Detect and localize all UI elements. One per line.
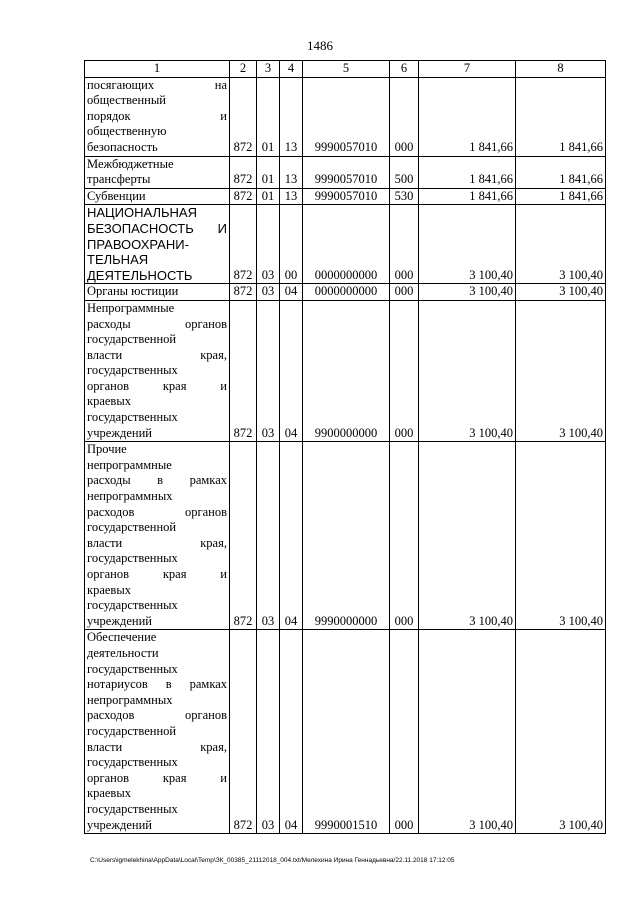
row-name [85, 156, 230, 188]
section-code: 03 [257, 205, 280, 284]
row-name-line: государственной [87, 520, 177, 535]
row-name-line: общественную [87, 124, 167, 139]
ministry-code: 872 [230, 156, 257, 188]
row-name-line: государственных [87, 410, 178, 425]
amount-col-8: 3 100,40 [516, 630, 606, 834]
ministry-code: 872 [230, 205, 257, 284]
header-col-2: 2 [230, 61, 257, 78]
row-name-line: учреждений [87, 817, 152, 832]
expense-type-code: 000 [390, 284, 419, 301]
amount-col-7: 3 100,40 [419, 205, 516, 284]
row-name-line: расходы органов [87, 316, 227, 331]
row-name-line: краевых [87, 786, 131, 801]
row-name-line: Обеспечение [87, 630, 157, 645]
header-col-8: 8 [516, 61, 606, 78]
section-code: 03 [257, 300, 280, 441]
header-col-1: 1 [85, 61, 230, 78]
amount-col-8: 3 100,40 [516, 442, 606, 630]
row-name-line: Непрограммные [87, 300, 175, 315]
section-code: 01 [257, 156, 280, 188]
row-name-line: НАЦИОНАЛЬНАЯ [87, 205, 197, 221]
amount-col-7: 1 841,66 [419, 188, 516, 205]
row-name-line: деятельности [87, 645, 159, 660]
amount-col-7: 3 100,40 [419, 300, 516, 441]
row-name [85, 442, 230, 630]
row-name-line: Органы юстиции [87, 284, 179, 299]
row-name-line: государственных [87, 661, 178, 676]
row-name [85, 188, 230, 205]
row-name-line: нотариусов в рамках [87, 677, 227, 692]
target-article-code: 9990000000 [303, 442, 390, 630]
row-name-line: органов края и [87, 770, 227, 785]
row-name-line: ТЕЛЬНАЯ [87, 252, 149, 268]
expense-type-code: 530 [390, 188, 419, 205]
ministry-code: 872 [230, 77, 257, 156]
row-name [85, 205, 230, 284]
row-name [85, 300, 230, 441]
ministry-code: 872 [230, 300, 257, 441]
table-row [85, 300, 606, 441]
table-row [85, 442, 606, 630]
target-article-code: 9990057010 [303, 156, 390, 188]
page-number: 1486 [307, 38, 333, 53]
row-name-line: власти края, [87, 739, 227, 754]
table-row [85, 284, 606, 301]
row-name-line: ПРАВООХРАНИ- [87, 236, 189, 252]
header-col-7: 7 [419, 61, 516, 78]
expense-type-code: 000 [390, 442, 419, 630]
amount-col-8: 1 841,66 [516, 77, 606, 156]
row-name-line: безопасность [87, 139, 158, 154]
expense-type-code: 000 [390, 205, 419, 284]
target-article-code: 0000000000 [303, 284, 390, 301]
row-name-line: органов края и [87, 378, 227, 393]
table-row [85, 77, 606, 156]
row-name-line: государственной [87, 332, 177, 347]
section-code: 03 [257, 284, 280, 301]
expense-type-code: 000 [390, 630, 419, 834]
subsection-code: 13 [280, 156, 303, 188]
amount-col-8: 3 100,40 [516, 300, 606, 441]
row-name-line: посягающих на [87, 77, 227, 92]
row-name-line: БЕЗОПАСНОСТЬ И [87, 220, 227, 236]
row-name-line: государственных [87, 551, 178, 566]
subsection-code: 04 [280, 284, 303, 301]
row-name-line: порядок и [87, 108, 227, 123]
row-name-line: непрограммных [87, 489, 173, 504]
row-name-line: органов края и [87, 567, 227, 581]
row-name-line: трансферты [87, 172, 151, 187]
section-code: 01 [257, 77, 280, 156]
section-code: 01 [257, 188, 280, 205]
row-name-line: расходов органов [87, 504, 227, 519]
row-name-line: государственных [87, 801, 178, 816]
expense-type-code: 000 [390, 300, 419, 441]
row-name-line: расходы в рамках [87, 473, 227, 488]
target-article-code: 9990057010 [303, 77, 390, 156]
expense-type-code: 500 [390, 156, 419, 188]
section-code: 03 [257, 630, 280, 834]
row-name-line: общественный [87, 93, 166, 108]
section-code: 03 [257, 442, 280, 630]
row-name-line: краевых [87, 394, 131, 409]
row-name-line: учреждений [87, 613, 152, 628]
row-name-line: государственных [87, 755, 178, 770]
row-name [85, 284, 230, 301]
row-name-line: государственных [87, 598, 178, 613]
table-row [85, 205, 606, 284]
ministry-code: 872 [230, 630, 257, 834]
row-name-line: непрограммных [87, 692, 173, 707]
file-path-footer: C:\Users\igmelekhina\AppData\Local\Temp\ЗК_00385_21112018_004.txt/Мелехина Ирина Геннадьевна/22.11.2018 17:12:05 [90, 857, 455, 864]
subsection-code: 04 [280, 442, 303, 630]
header-col-5: 5 [303, 61, 390, 78]
target-article-code: 9990001510 [303, 630, 390, 834]
target-article-code: 9990057010 [303, 188, 390, 205]
subsection-code: 04 [280, 630, 303, 834]
amount-col-7: 1 841,66 [419, 156, 516, 188]
subsection-code: 04 [280, 300, 303, 441]
row-name-line: Субвенции [87, 188, 146, 203]
row-name [85, 77, 230, 156]
subsection-code: 13 [280, 188, 303, 205]
target-article-code: 0000000000 [303, 205, 390, 284]
ministry-code: 872 [230, 442, 257, 630]
subsection-code: 13 [280, 77, 303, 156]
row-name-line: ДЕЯТЕЛЬНОСТЬ [87, 267, 193, 283]
header-col-3: 3 [257, 61, 280, 78]
row-name-line: власти края, [87, 347, 227, 362]
amount-col-7: 1 841,66 [419, 77, 516, 156]
row-name-line: расходов органов [87, 708, 227, 723]
amount-col-7: 3 100,40 [419, 630, 516, 834]
amount-col-8: 1 841,66 [516, 188, 606, 205]
table-body [85, 77, 606, 834]
ministry-code: 872 [230, 284, 257, 301]
target-article-code: 9900000000 [303, 300, 390, 441]
header-col-4: 4 [280, 61, 303, 78]
amount-col-8: 3 100,40 [516, 284, 606, 301]
amount-col-7: 3 100,40 [419, 284, 516, 301]
row-name-line: учреждений [87, 425, 152, 440]
budget-table [84, 60, 606, 834]
row-name-line: Межбюджетные [87, 156, 174, 171]
amount-col-8: 1 841,66 [516, 156, 606, 188]
row-name-line: непрограммные [87, 457, 172, 472]
table-row [85, 630, 606, 834]
table-row [85, 156, 606, 188]
amount-col-8: 3 100,40 [516, 205, 606, 284]
row-name-line: государственных [87, 363, 178, 378]
header-row [85, 61, 606, 78]
header-col-6: 6 [390, 61, 419, 78]
row-name-line: власти края, [87, 535, 227, 550]
table-row [85, 188, 606, 205]
amount-col-7: 3 100,40 [419, 442, 516, 630]
subsection-code: 00 [280, 205, 303, 284]
row-name-line: краевых [87, 582, 131, 597]
expense-type-code: 000 [390, 77, 419, 156]
row-name-line: Прочие [87, 442, 127, 457]
row-name-line: государственной [87, 723, 177, 738]
ministry-code: 872 [230, 188, 257, 205]
row-name [85, 630, 230, 834]
